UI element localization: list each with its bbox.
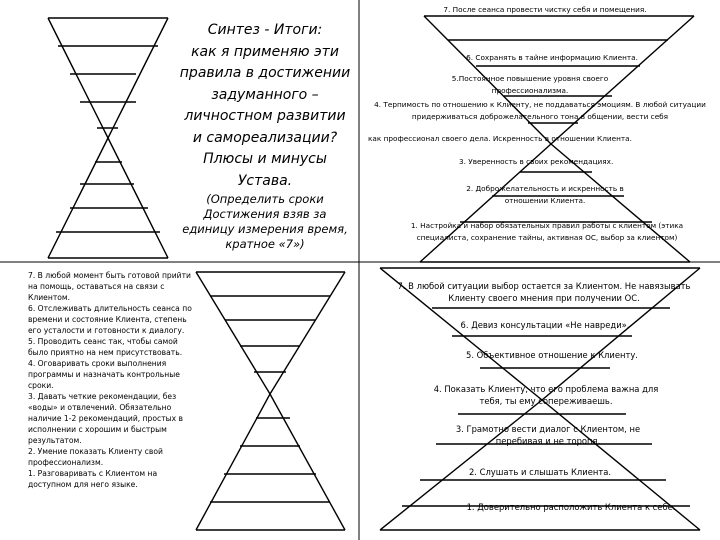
title-line: задуманного – (211, 86, 319, 103)
bottom-right-item-6: 6. Девиз консультации «Не навреди». (460, 320, 630, 330)
deadline-note (172, 192, 358, 252)
list-item: 6. Отслеживать длительность сеанса по времени и состояние Клиента, степень его усталости и готовности к диалогу. (28, 304, 192, 335)
top-right-item-4-continued: как профессионал своего дела. Искренность в отношении Клиента. (368, 134, 632, 143)
title-line: Синтез - Итоги: (207, 22, 323, 38)
bottom-right-item-2: 2. Слушать и слышать Клиента. (468, 467, 612, 477)
top-right-item-3 (459, 156, 659, 168)
title-line: личностном развитии (184, 108, 346, 124)
note-line: (Определить сроки (206, 192, 324, 206)
list-item: 1. Разговаривать с Клиентом на доступном для него языке. (28, 469, 158, 489)
bottom-right-item-7: 7. В любой ситуации выбор остается за Клиентом. Не навязывать Клиенту своего мнения при получении ОС. (397, 281, 691, 303)
list-item: 7. В любой момент быть готовой прийти на помощь, оставаться на связи с Клиентом. (28, 271, 191, 302)
bottom-left-hourglass (196, 272, 345, 530)
top-right-item-6: 6. Сохранять в тайне информацию Клиента. (466, 53, 638, 62)
top-right-item-1: 1. Настройка и набор обязательных правил работы с клиентом (этика специалиста, сохранение тайны, активная ОС, выбор за клиентом) (410, 221, 684, 242)
list-item: 2. Умение показать Клиенту свой профессионализм. (28, 447, 163, 467)
top-right-item-4: 4. Терпимость по отношению к Клиенту, не поддаваться эмоциям. В любой ситуации придерживаться доброжелательного тона в общении, вести себя (374, 100, 706, 121)
bottom-right-item-3: 3. Грамотно вести диалог с Клиентом, не перебивая и не торопя. (455, 424, 641, 446)
list-item: 5. Проводить сеанс так, чтобы самой было приятно на нем присутствовать. (28, 337, 183, 357)
top-left-hourglass (48, 18, 168, 258)
title-line: Устава. (237, 172, 293, 189)
synthesis-title (172, 20, 358, 192)
bottom-right-item-1: 1. Доверительно расположить Клиента к себе. (466, 502, 676, 512)
title-line: как я применяю эти (191, 43, 339, 60)
item-text: 3. Уверенность в своих рекомендациях. (459, 157, 614, 166)
bottom-right-item-4: 4. Показать Клиенту, что его проблема важна для тебя, ты ему сопереживаешь. (433, 384, 659, 406)
top-right-item-2: 2. Доброжелательность и искренность в отношении Клиента. (466, 184, 624, 205)
title-line: Плюсы и минусы (203, 151, 327, 167)
top-right-item-7: 7. После сеанса провести чистку себя и помещения. (443, 5, 647, 14)
title-line: правила в достижении (179, 65, 351, 81)
list-item: 4. Оговаривать сроки выполнения программы и назначать контрольные сроки. (28, 359, 180, 390)
bottom-right-item-5: 5. Объективное отношение к Клиенту. (466, 350, 638, 360)
note-line: единицу измерения время, (182, 222, 348, 236)
note-line: кратное «7») (225, 237, 305, 251)
top-right-item-5: 5.Постоянное повышение уровня своего профессионализма. (451, 74, 609, 95)
note-line: Достижения взяв за (203, 207, 327, 221)
bottom-left-list (28, 270, 200, 490)
list-item: 3. Давать четкие рекомендации, без «воды» и отвлечений. Обязательно наличие 1-2 рекомендаций, простых в исполнении с хорошим и быстрым результатом. (28, 392, 184, 445)
title-line: и самореализации? (192, 129, 338, 146)
